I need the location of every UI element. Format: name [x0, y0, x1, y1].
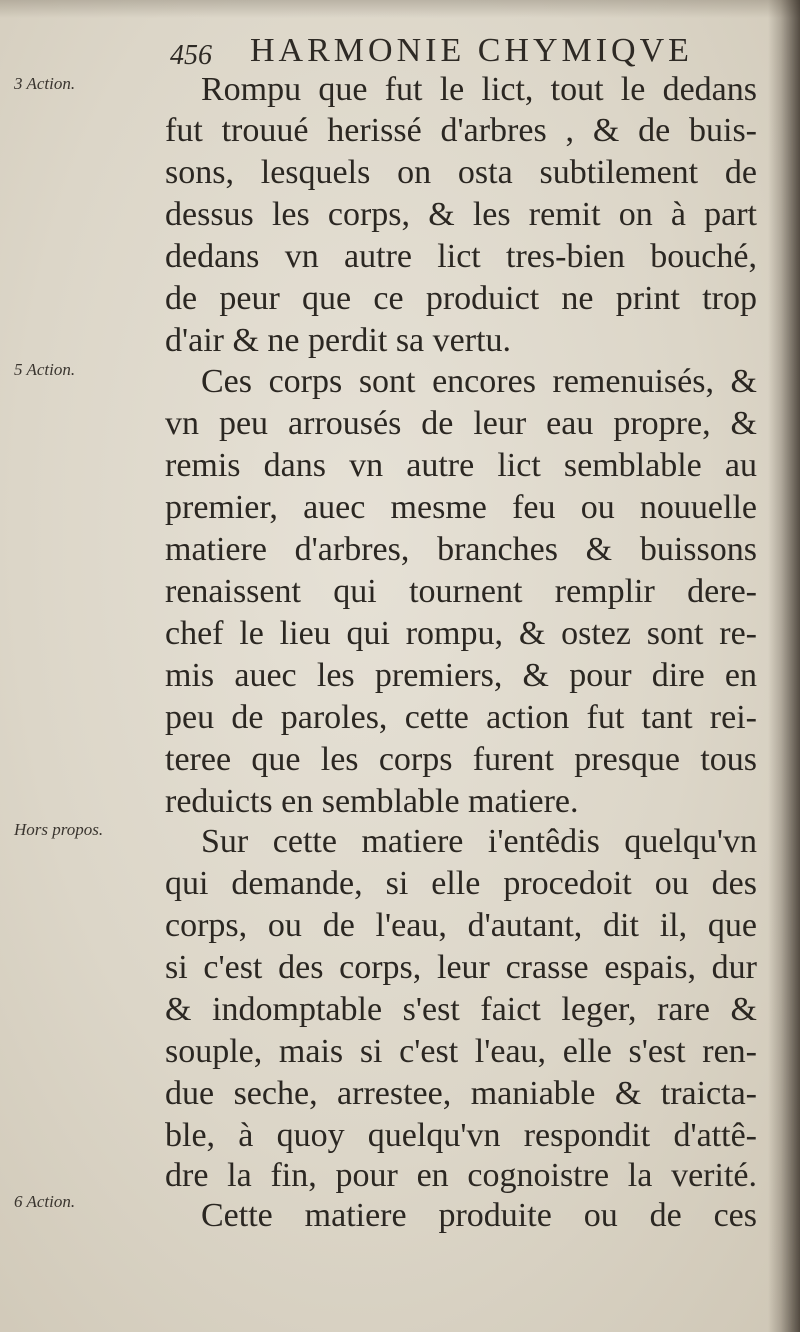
text-line: peu de paroles, cette action fut tant rei-	[165, 699, 757, 736]
margin-note-hors-propos: Hors propos.	[14, 820, 104, 839]
text-line: sons, lesquels on osta subtilement de	[165, 154, 757, 191]
text-line: mis auec les premiers, & pour dire en	[165, 657, 757, 694]
text-line: due seche, arrestee, maniable & traicta-	[165, 1075, 757, 1112]
text-line: dedans vn autre lict tres-bien bouché,	[165, 238, 757, 275]
text-line: Cette matiere produite ou de ces	[201, 1197, 757, 1234]
text-line: Sur cette matiere i'entêdis quelqu'vn	[201, 823, 757, 860]
page-number: 456	[170, 40, 212, 71]
text-line: fut trouué herissé d'arbres , & de buis-	[165, 112, 757, 149]
text-line: si c'est des corps, leur crasse espais, dur	[165, 949, 757, 986]
text-line: Ces corps sont encores remenuisés, &	[201, 363, 757, 400]
text-line: reduicts en semblable matiere.	[165, 783, 579, 820]
margin-note-action-3: 3 Action.	[14, 74, 76, 93]
text-line: matiere d'arbres, branches & buissons	[165, 531, 757, 568]
text-line: remis dans vn autre lict semblable au	[165, 447, 757, 484]
text-line: renaissent qui tournent remplir dere-	[165, 573, 757, 610]
text-line: vn peu arrousés de leur eau propre, &	[165, 405, 757, 442]
text-line: qui demande, si elle procedoit ou des	[165, 865, 757, 902]
text-line: d'air & ne perdit sa vertu.	[165, 322, 512, 359]
text-line: dessus les corps, & les remit on à part	[165, 196, 757, 233]
text-line: souple, mais si c'est l'eau, elle s'est ren-	[165, 1033, 757, 1070]
text-line: Rompu que fut le lict, tout le dedans	[201, 71, 757, 108]
text-line: chef le lieu qui rompu, & ostez sont re-	[165, 615, 757, 652]
text-line: & indomptable s'est faict leger, rare &	[165, 991, 757, 1028]
text-line: ble, à quoy quelqu'vn respondit d'attê-	[165, 1117, 757, 1154]
page-top-shadow	[0, 0, 800, 18]
text-line: corps, ou de l'eau, d'autant, dit il, que	[165, 907, 757, 944]
text-line: teree que les corps furent presque tous	[165, 741, 757, 778]
running-head: HARMONIE CHYMIQVE	[250, 32, 693, 69]
margin-note-action-6: 6 Action.	[14, 1192, 76, 1211]
text-line: premier, auec mesme feu ou nouuelle	[165, 489, 757, 526]
page-gutter-shadow	[768, 0, 800, 1332]
margin-note-action-5: 5 Action.	[14, 360, 76, 379]
text-line: de peur que ce produict ne print trop	[165, 280, 757, 317]
text-line: dre la fin, pour en cognoistre la verité.	[165, 1157, 757, 1194]
